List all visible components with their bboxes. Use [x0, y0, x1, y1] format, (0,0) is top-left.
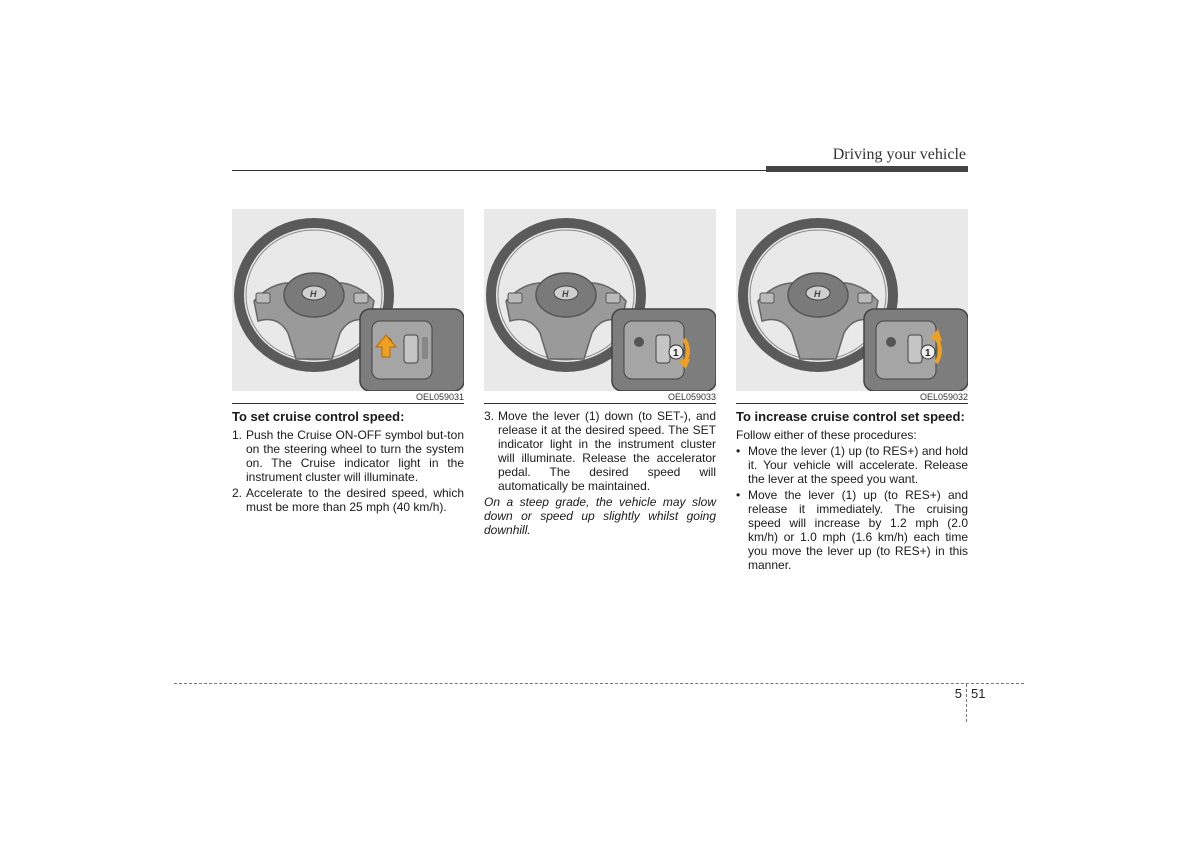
header-rule-accent: [766, 166, 968, 172]
section-title: Driving your vehicle: [832, 146, 966, 163]
step-number: 3.: [484, 409, 495, 423]
bullet-marker: •: [736, 444, 741, 458]
section-heading: To increase cruise control set speed:: [736, 409, 965, 424]
step-text: Push the Cruise ON-OFF symbol but-ton on the steering wheel to turn the system on. The Cruise indicator light in the instrument cluster will illuminate.: [246, 428, 464, 484]
footer-divider: [966, 684, 967, 722]
list-item: [232, 428, 464, 484]
step-text: Accelerate to the desired speed, which must be more than 25 mph (40 km/h).: [246, 486, 464, 514]
column-3: [736, 209, 968, 574]
up-arrow-icon: [232, 209, 464, 391]
figure-steering-wheel-down: [484, 209, 716, 391]
list-item: [484, 409, 716, 493]
section-heading: To set cruise control speed:: [232, 409, 405, 424]
figure-code: OEL059032: [736, 391, 968, 404]
list-item: [232, 486, 464, 514]
callout-number: 1: [673, 348, 679, 359]
svg-text:H: H: [814, 289, 821, 299]
intro-text: Follow either of these procedures:: [736, 428, 917, 442]
steps-list: [232, 428, 464, 514]
chapter-number: 5: [954, 686, 962, 701]
step-number: 1.: [232, 428, 243, 442]
callout-number: 1: [925, 348, 931, 359]
step-text: Move the lever (1) down (to SET-), and release it at the desired speed. The SET indicator light in the instrument cluster will illuminate. Release the accelerator pedal. The desired speed will automatically be maintained.: [498, 409, 716, 493]
list-item: [736, 444, 968, 486]
bullet-marker: •: [736, 488, 741, 502]
bullet-list: [736, 444, 968, 572]
page-number: 51: [971, 686, 986, 701]
figure-steering-wheel-set: [232, 209, 464, 391]
svg-text:H: H: [562, 289, 569, 299]
curved-arrow-icon: [484, 209, 716, 391]
note-text: On a steep grade, the vehicle may slow down or speed up slightly whilst going downhill.: [484, 495, 716, 537]
bullet-text: Move the lever (1) up (to RES+) and release it immediately. The cruising speed will increase by 1.2 mph (2.0 km/h) or 1.0 mph (1.6 km/h) each time you move the lever up (to RES+) in this manner.: [748, 488, 968, 572]
figure-code: OEL059033: [484, 391, 716, 404]
bullet-text: Move the lever (1) up (to RES+) and hold it. Your vehicle will accelerate. Release the lever at the speed you want.: [748, 444, 968, 486]
column-1: [232, 209, 464, 516]
curved-arrow-icon: [736, 209, 968, 391]
column-2: [484, 209, 716, 537]
header-rule: [232, 170, 766, 171]
figure-steering-wheel-up: [736, 209, 968, 391]
steps-list: [484, 409, 716, 493]
list-item: [736, 488, 968, 572]
step-number: 2.: [232, 486, 243, 500]
figure-code: OEL059031: [232, 391, 464, 404]
footer-rule: [174, 683, 1024, 684]
svg-text:H: H: [310, 289, 317, 299]
